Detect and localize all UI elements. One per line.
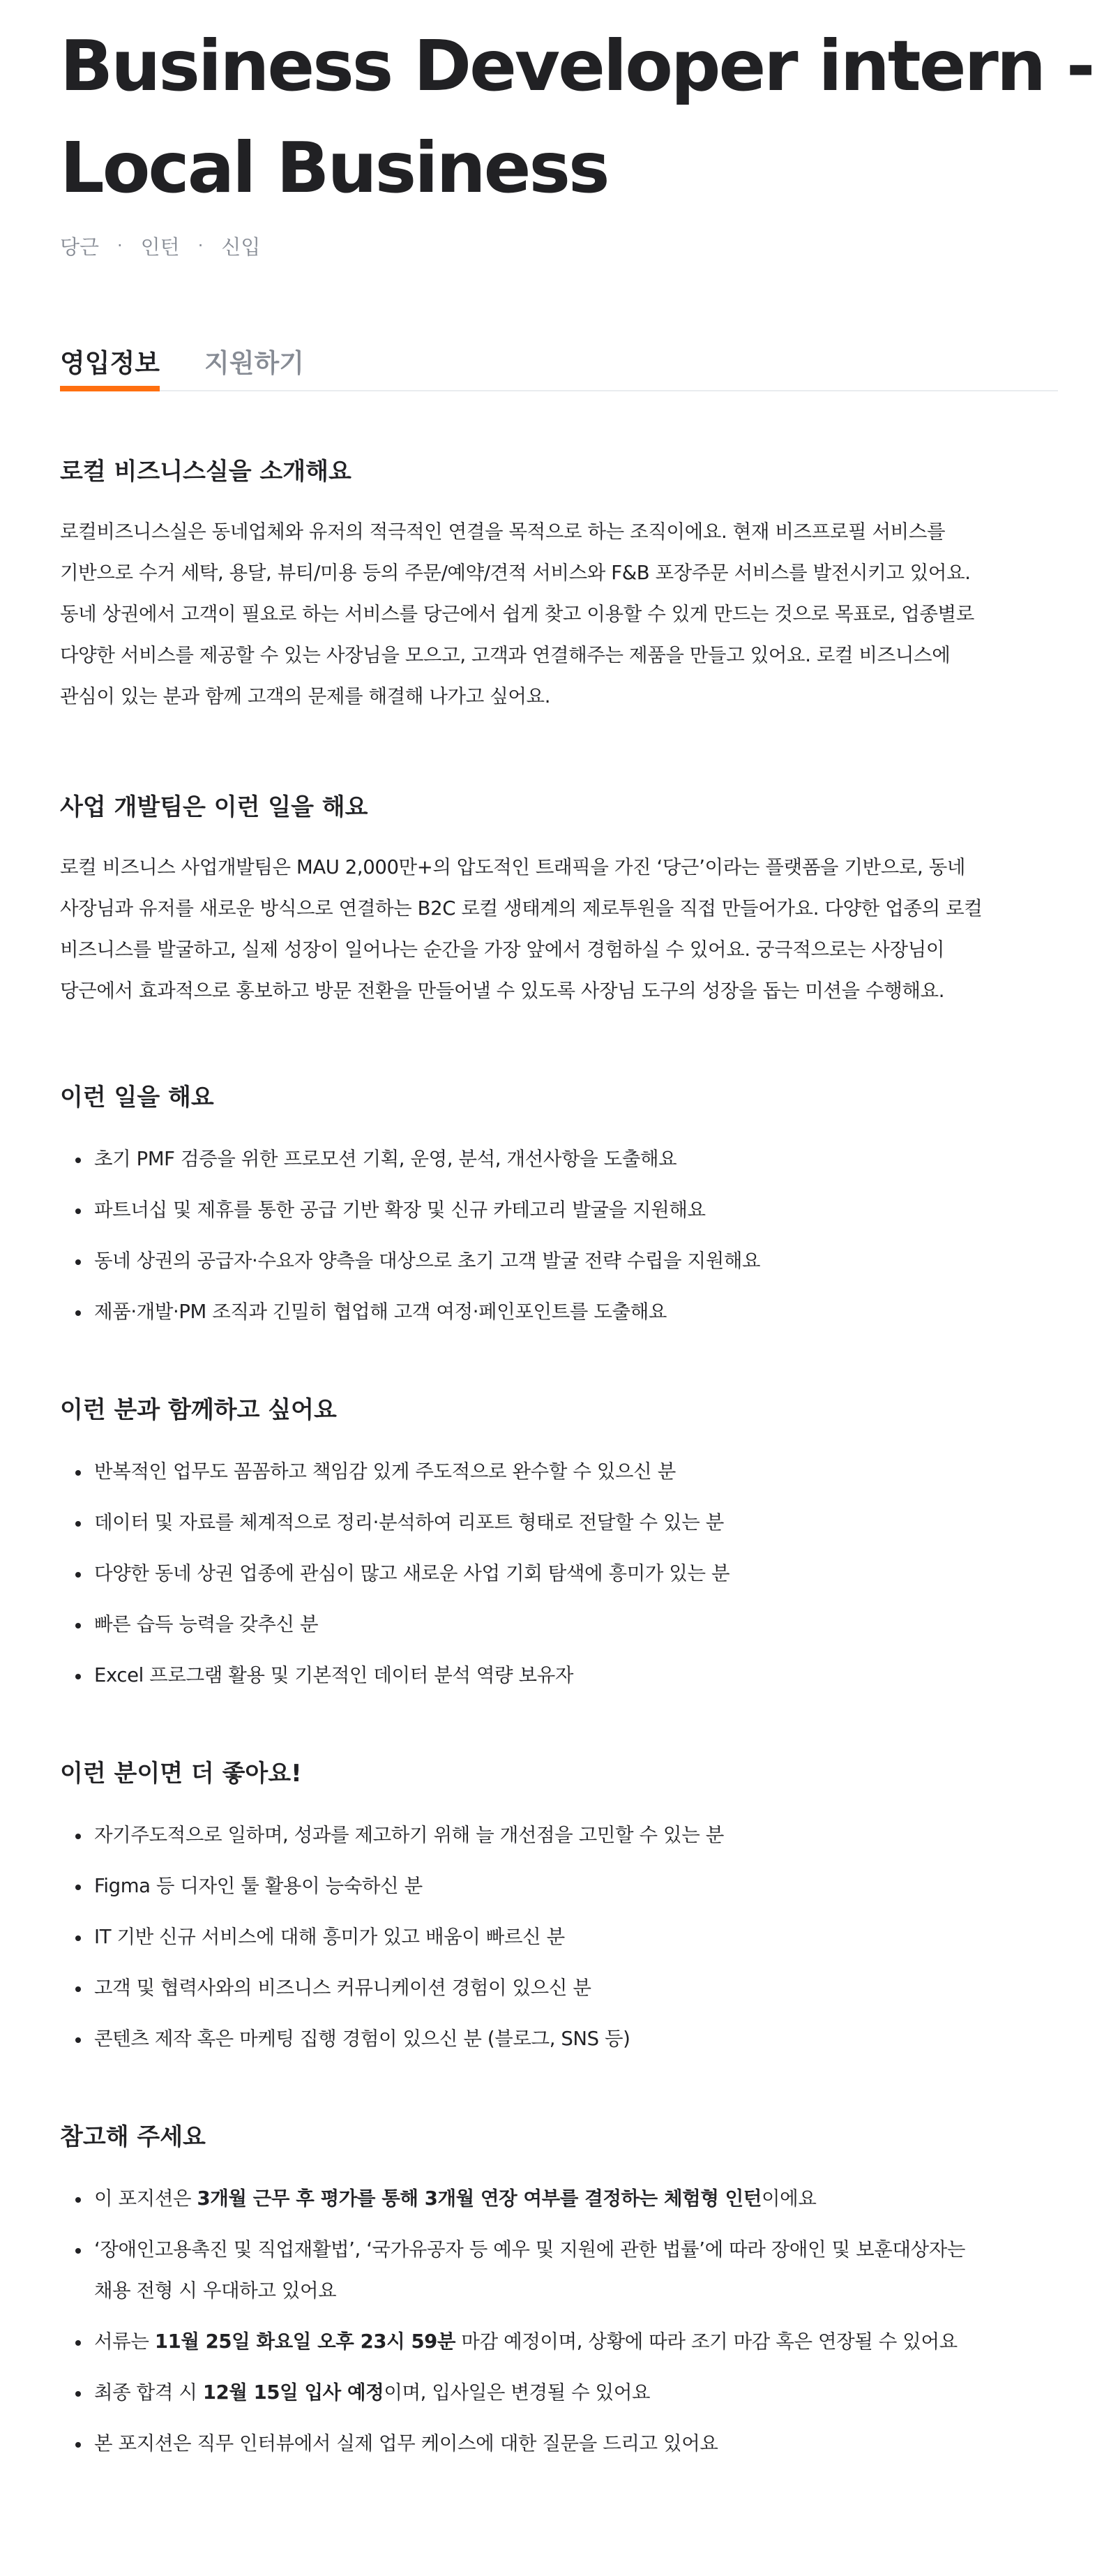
section-title: 이런 분이면 더 좋아요!	[60, 1760, 302, 1788]
list-item: IT 기반 신규 서비스에 대해 흥미가 있고 배움이 빠르신 분	[60, 1917, 1002, 1958]
paragraph-line: 로컬 비즈니스 사업개발팀은 MAU 2,000만+의 압도적인 트래픽을 가진 ‘당근’이라는 플랫폼을 기반으로, 동네	[60, 856, 966, 878]
note-text: 이에요	[762, 2187, 817, 2210]
note-emphasis: 12월 15일 입사 예정	[202, 2381, 384, 2404]
bullet-list	[60, 2178, 1002, 2464]
section-work	[60, 1081, 1002, 1333]
note-text: 이 포지션은	[94, 2187, 197, 2210]
section-plus	[60, 1758, 1002, 2060]
list-item	[60, 2229, 1002, 2312]
list-item: 초기 PMF 검증을 위한 프로모션 기획, 운영, 분석, 개선사항을 도출해요	[60, 1139, 1002, 1180]
tab-job-info[interactable]: 영입정보	[60, 342, 160, 390]
note-emphasis: 11월 25일 화요일 오후 23시 59분	[154, 2330, 456, 2353]
job-title	[60, 0, 1094, 219]
list-item: 반복적인 업무도 꼼꼼하고 책임감 있게 주도적으로 완수할 수 있으신 분	[60, 1451, 1002, 1492]
section-title: 이런 분과 함께하고 싶어요	[60, 1396, 337, 1424]
job-meta	[60, 232, 1002, 260]
note-text: 채용 전형 시 우대하고 있어요	[94, 2279, 337, 2302]
meta-company: 당근	[60, 234, 100, 259]
section-title: 사업 개발팀은 이런 일을 해요	[60, 793, 368, 821]
list-item	[60, 2372, 1002, 2413]
tab-bar	[60, 342, 1058, 391]
list-item: 고객 및 협력사와의 비즈니스 커뮤니케이션 경험이 있으신 분	[60, 1968, 1002, 2009]
note-text: 마감 예정이며, 상황에 따라 조기 마감 혹은 연장될 수 있어요	[455, 2330, 958, 2353]
list-item: 제품·개발·PM 조직과 긴밀히 협업해 고객 여정·페인포인트를 도출해요	[60, 1291, 1002, 1333]
bullet-list	[60, 1451, 1002, 1696]
meta-separator-dot: ·	[117, 236, 123, 255]
list-item: 파트너십 및 제휴를 통한 공급 기반 확장 및 신규 카테고리 발굴을 지원해요	[60, 1190, 1002, 1231]
meta-separator-dot: ·	[197, 236, 204, 255]
meta-career-level: 신입	[221, 234, 261, 259]
list-item: Excel 프로그램 활용 및 기본적인 데이터 분석 역량 보유자	[60, 1655, 1002, 1696]
list-item: 콘텐츠 제작 혹은 마케팅 집행 경험이 있으신 분 (블로그, SNS 등)	[60, 2019, 1002, 2060]
meta-employment-type: 인턴	[140, 234, 180, 259]
section-notes	[60, 2121, 1002, 2464]
bullet-list	[60, 1139, 1002, 1333]
tab-apply[interactable]: 지원하기	[204, 348, 304, 378]
section-paragraph	[60, 511, 1057, 717]
job-title-line-2: Local Business	[60, 127, 608, 209]
list-item: 동네 상권의 공급자·수요자 양측을 대상으로 초기 고객 발굴 전략 수립을 지원해요	[60, 1241, 1002, 1282]
paragraph-line: 비즈니스를 발굴하고, 실제 성장이 일어나는 순간을 가장 앞에서 경험하실 수 있어요. 궁극적으로는 사장님이	[60, 938, 945, 961]
note-emphasis: 3개월 근무 후 평가를 통해 3개월 연장 여부를 결정하는 체험형 인턴	[197, 2187, 762, 2210]
paragraph-line: 관심이 있는 분과 함께 고객의 문제를 해결해 나가고 싶어요.	[60, 685, 551, 707]
note-text: 이며, 입사일은 변경될 수 있어요	[384, 2381, 651, 2404]
section-paragraph	[60, 847, 1057, 1012]
list-item: 빠른 습득 능력을 갖추신 분	[60, 1604, 1002, 1645]
list-item	[60, 2178, 1002, 2219]
paragraph-line: 사장님과 유저를 새로운 방식으로 연결하는 B2C 로컬 생태계의 제로투원을 직접 만들어가요. 다양한 업종의 로컬	[60, 897, 983, 920]
note-text: ‘장애인고용촉진 및 직업재활법’, ‘국가유공자 등 예우 및 지원에 관한 법률’에 따라 장애인 및 보훈대상자는	[94, 2238, 966, 2261]
section-intro	[60, 456, 1002, 717]
paragraph-line: 로컬비즈니스실은 동네업체와 유저의 적극적인 연결을 목적으로 하는 조직이에요. 현재 비즈프로필 서비스를	[60, 521, 946, 543]
note-text: 서류는	[94, 2330, 155, 2353]
paragraph-line: 기반으로 수거 세탁, 용달, 뷰티/미용 등의 주문/예약/견적 서비스와 F&B 포장주문 서비스를 발전시키고 있어요.	[60, 562, 971, 584]
paragraph-line: 당근에서 효과적으로 홍보하고 방문 전환을 만들어낼 수 있도록 사장님 도구의 성장을 돕는 미션을 수행해요.	[60, 980, 945, 1002]
list-item	[60, 2321, 1002, 2362]
bullet-list	[60, 1815, 1002, 2060]
section-want	[60, 1394, 1002, 1696]
note-text: 최종 합격 시	[94, 2381, 203, 2404]
paragraph-line: 동네 상권에서 고객이 필요로 하는 서비스를 당근에서 쉽게 찾고 이용할 수 있게 만드는 것으로 목표로, 업종별로	[60, 603, 974, 625]
section-team	[60, 791, 1002, 1012]
list-item: 본 포지션은 직무 인터뷰에서 실제 업무 케이스에 대한 질문을 드리고 있어요	[60, 2423, 1002, 2464]
section-title: 로컬 비즈니스실을 소개해요	[60, 458, 351, 486]
job-title-line-1: Business Developer intern -	[60, 25, 1094, 107]
list-item: 자기주도적으로 일하며, 성과를 제고하기 위해 늘 개선점을 고민할 수 있는 분	[60, 1815, 1002, 1856]
paragraph-line: 다양한 서비스를 제공할 수 있는 사장님을 모으고, 고객과 연결해주는 제품을 만들고 있어요. 로컬 비즈니스에	[60, 644, 951, 666]
section-title: 참고해 주세요	[60, 2123, 206, 2151]
section-title: 이런 일을 해요	[60, 1084, 214, 1111]
list-item: Figma 등 디자인 툴 활용이 능숙하신 분	[60, 1866, 1002, 1907]
list-item: 데이터 및 자료를 체계적으로 정리·분석하여 리포트 형태로 전달할 수 있는 분	[60, 1502, 1002, 1543]
list-item: 다양한 동네 상권 업종에 관심이 많고 새로운 사업 기회 탐색에 흥미가 있는 분	[60, 1553, 1002, 1594]
